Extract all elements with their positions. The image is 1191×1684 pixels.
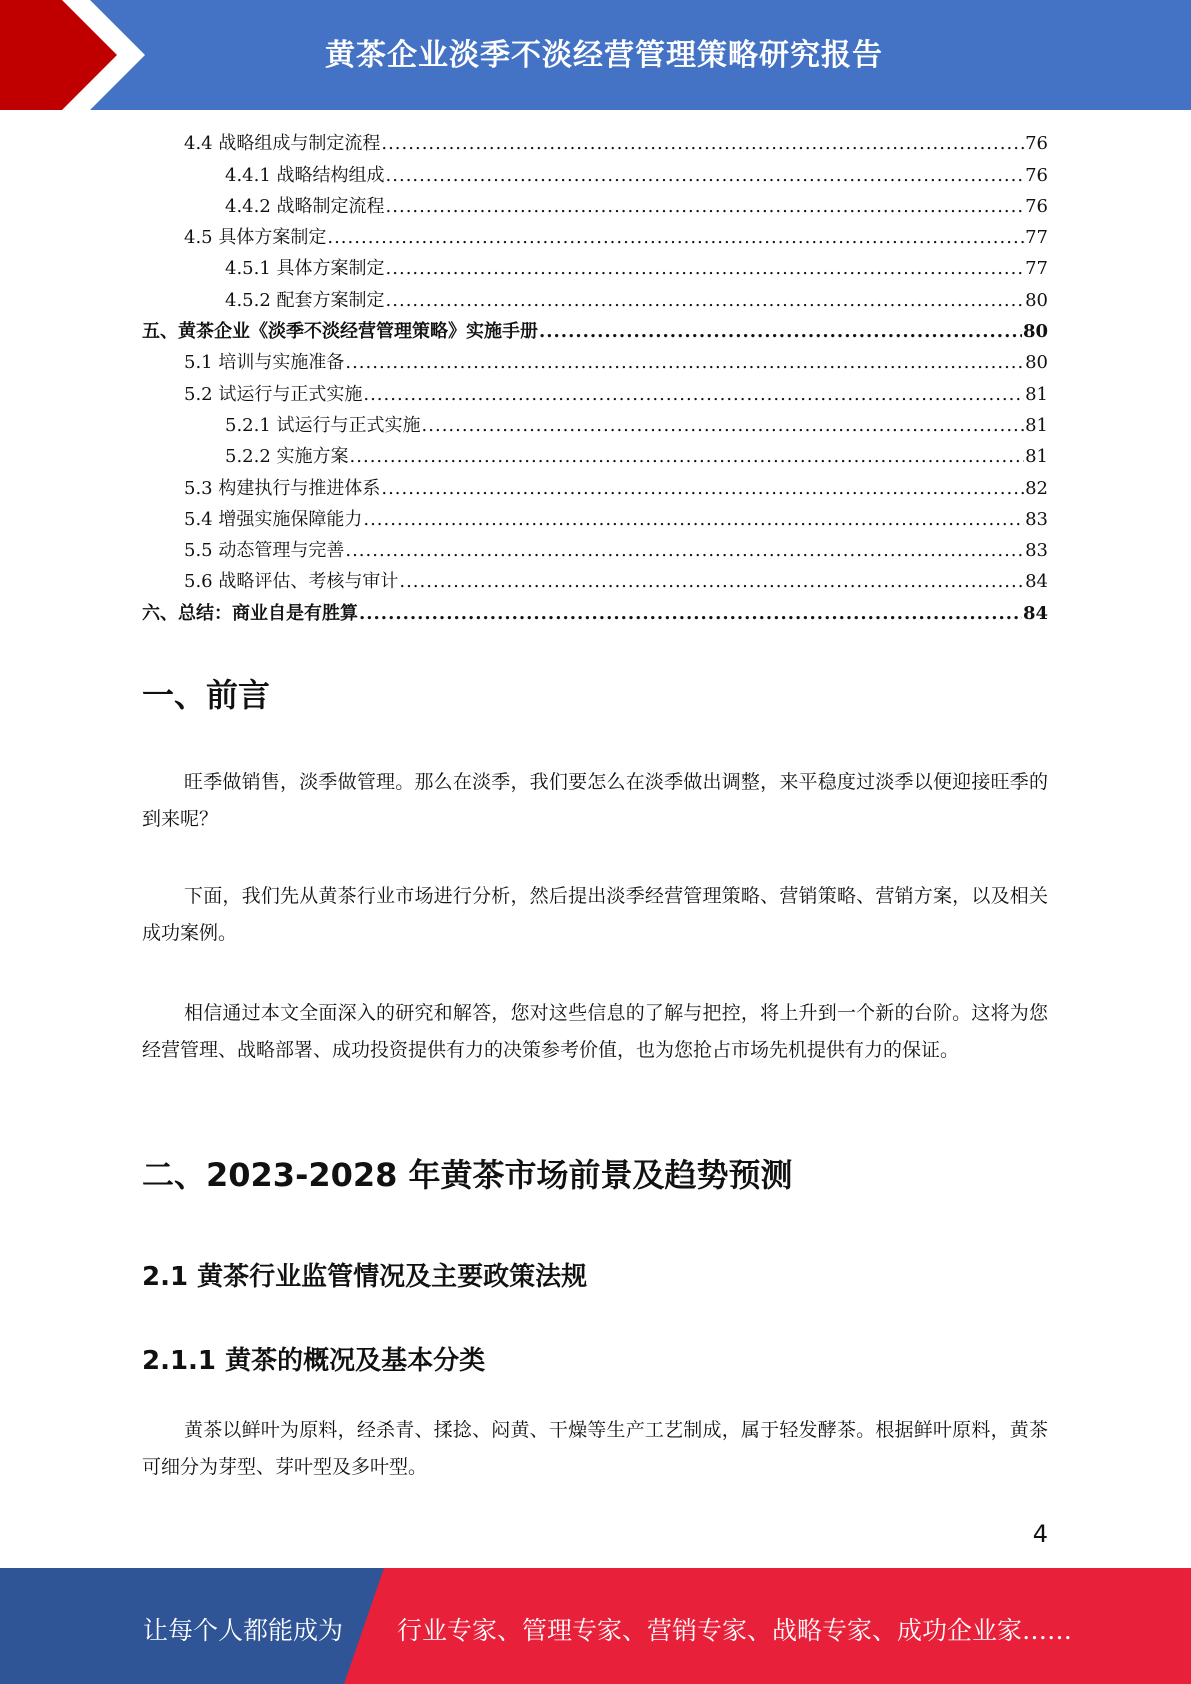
toc-leader-dots [350, 441, 1025, 472]
toc-entry-page: 83 [1025, 540, 1048, 562]
toc-entry-label: 4.4.1 战略结构组成 [225, 164, 385, 186]
toc-entry-page: 76 [1025, 195, 1048, 217]
document-title: 黄茶企业淡季不淡经营管理策略研究报告 [325, 38, 883, 73]
subsubsection-heading-overview: 2.1.1 黄茶的概况及基本分类 [142, 1346, 486, 1376]
paragraph-preface-2: 下面，我们先从黄茶行业市场进行分析，然后提出淡季经营管理策略、营销策略、营销方案，以及相关成功案例。 [142, 885, 1048, 944]
toc-entry[interactable] [142, 253, 1048, 284]
section-heading-market-forecast: 二、2023-2028 年黄茶市场前景及趋势预测 [142, 1156, 793, 1194]
toc-entry[interactable] [142, 222, 1048, 253]
toc-entry[interactable] [142, 191, 1048, 222]
toc-entry[interactable] [142, 378, 1048, 409]
footer-slogan-right: 行业专家、管理专家、营销专家、战略专家、成功企业家…… [397, 1616, 1073, 1645]
toc-entry[interactable] [142, 535, 1048, 566]
toc-entry[interactable] [142, 566, 1048, 597]
toc-entry[interactable] [142, 128, 1048, 159]
toc-leader-dots [386, 160, 1025, 191]
toc-leader-dots [422, 410, 1025, 441]
toc-leader-dots [399, 566, 1024, 597]
toc-entry[interactable] [142, 472, 1048, 503]
page-header [0, 0, 1191, 110]
toc-entry-label: 5.6 战略评估、考核与审计 [184, 571, 399, 593]
toc-entry-page: 82 [1025, 477, 1048, 499]
section-heading-preface: 一、前言 [142, 676, 271, 714]
toc-leader-dots [386, 253, 1025, 284]
toc-entry[interactable] [142, 347, 1048, 378]
toc-entry-label: 4.5.2 配套方案制定 [225, 289, 385, 311]
toc-leader-dots [345, 535, 1024, 566]
toc-entry-page: 81 [1025, 446, 1048, 468]
toc-entry[interactable] [142, 504, 1048, 535]
toc-entry[interactable] [142, 441, 1048, 472]
table-of-contents [142, 128, 1048, 629]
toc-leader-dots [539, 316, 1022, 347]
toc-entry[interactable] [142, 316, 1048, 347]
toc-entry-label: 5.2 试运行与正式实施 [184, 383, 363, 405]
toc-entry-page: 80 [1025, 352, 1048, 374]
toc-entry[interactable] [142, 410, 1048, 441]
footer-slogan-left: 让每个人都能成为 [143, 1616, 344, 1645]
toc-entry-label: 五、黄茶企业《淡季不淡经营管理策略》实施手册 [142, 321, 538, 343]
toc-entry-page: 84 [1025, 571, 1048, 593]
toc-entry-page: 76 [1025, 164, 1048, 186]
toc-leader-dots [386, 285, 1025, 316]
toc-entry-label: 5.3 构建执行与推进体系 [184, 477, 381, 499]
toc-entry-page: 81 [1025, 383, 1048, 405]
toc-entry-label: 5.1 培训与实施准备 [184, 352, 345, 374]
subsection-heading-regulation: 2.1 黄茶行业监管情况及主要政策法规 [142, 1262, 588, 1292]
toc-entry-page: 80 [1022, 321, 1048, 343]
page-number: 4 [1032, 1520, 1048, 1548]
toc-entry-label: 六、总结：商业自是有胜算 [142, 602, 358, 624]
toc-entry-page: 76 [1025, 133, 1048, 155]
toc-entry[interactable] [142, 597, 1048, 628]
toc-entry-page: 84 [1022, 602, 1048, 624]
toc-leader-dots [359, 598, 1022, 629]
paragraph-preface-3: 相信通过本文全面深入的研究和解答，您对这些信息的了解与把控，将上升到一个新的台阶。这将为您经营管理、战略部署、成功投资提供有力的决策参考价值，也为您抢占市场先机提供有力的保证。 [142, 1002, 1048, 1061]
toc-leader-dots [381, 473, 1024, 504]
paragraph-yellow-tea-overview: 黄茶以鲜叶为原料，经杀青、揉捻、闷黄、干燥等生产工艺制成，属于轻发酵茶。根据鲜叶原料，黄茶可细分为芽型、芽叶型及多叶型。 [142, 1419, 1048, 1478]
toc-entry-page: 77 [1025, 258, 1048, 280]
toc-entry-label: 4.5 具体方案制定 [184, 227, 327, 249]
page-footer [0, 1568, 1191, 1684]
toc-leader-dots [345, 347, 1024, 378]
toc-entry-label: 4.4.2 战略制定流程 [225, 195, 385, 217]
paragraph-preface-1: 旺季做销售，淡季做管理。那么在淡季，我们要怎么在淡季做出调整，来平稳度过淡季以便迎接旺季的到来呢？ [142, 771, 1048, 830]
toc-entry-label: 5.4 增强实施保障能力 [184, 508, 363, 530]
toc-entry-label: 5.5 动态管理与完善 [184, 540, 345, 562]
toc-leader-dots [386, 191, 1025, 222]
toc-leader-dots [363, 379, 1024, 410]
toc-entry-page: 77 [1025, 227, 1048, 249]
toc-leader-dots [381, 128, 1024, 159]
toc-entry-page: 83 [1025, 508, 1048, 530]
toc-entry-page: 81 [1025, 414, 1048, 436]
toc-leader-dots [327, 222, 1024, 253]
toc-entry-label: 5.2.1 试运行与正式实施 [225, 414, 421, 436]
toc-leader-dots [363, 504, 1024, 535]
toc-entry[interactable] [142, 159, 1048, 190]
toc-entry-label: 5.2.2 实施方案 [225, 446, 349, 468]
toc-entry-label: 4.4 战略组成与制定流程 [184, 133, 381, 155]
toc-entry-label: 4.5.1 具体方案制定 [225, 258, 385, 280]
toc-entry-page: 80 [1025, 289, 1048, 311]
toc-entry[interactable] [142, 284, 1048, 315]
